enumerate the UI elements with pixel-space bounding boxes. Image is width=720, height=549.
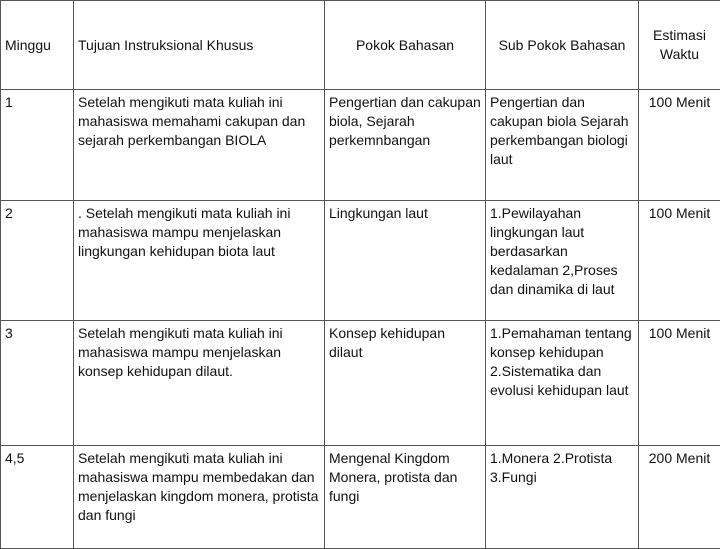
cell-pokok-bahasan: Pengertian dan cakupan biola, Sejarah perkemnbangan xyxy=(325,90,486,201)
table-row xyxy=(1,201,720,321)
cell-minggu: 2 xyxy=(1,201,74,321)
header-estimasi-waktu: Estimasi Waktu xyxy=(639,1,720,90)
table-row xyxy=(1,321,720,446)
cell-pokok-bahasan: Lingkungan laut xyxy=(325,201,486,321)
cell-estimasi-waktu: 100 Menit xyxy=(639,90,720,201)
cell-tujuan: Setelah mengikuti mata kuliah ini mahasiswa mampu membedakan dan menjelaskan kingdom monera, protista dan fungi xyxy=(74,446,325,549)
cell-minggu: 4,5 xyxy=(1,446,74,549)
header-minggu: Minggu xyxy=(1,1,74,90)
cell-sub-pokok-bahasan: 1.Pewilayahan lingkungan laut berdasarkan kedalaman 2,Proses dan dinamika di laut xyxy=(486,201,639,321)
cell-minggu: 1 xyxy=(1,90,74,201)
cell-pokok-bahasan: Konsep kehidupan dilaut xyxy=(325,321,486,446)
cell-tujuan: Setelah mengikuti mata kuliah ini mahasiswa memahami cakupan dan sejarah perkembangan BIOLA xyxy=(74,90,325,201)
cell-tujuan: Setelah mengikuti mata kuliah ini mahasiswa mampu menjelaskan konsep kehidupan dilaut. xyxy=(74,321,325,446)
header-tujuan: Tujuan Instruksional Khusus xyxy=(74,1,325,90)
cell-tujuan: . Setelah mengikuti mata kuliah ini mahasiswa mampu menjelaskan lingkungan kehidupan biota laut xyxy=(74,201,325,321)
table-header-row xyxy=(1,1,720,90)
header-sub-pokok-bahasan: Sub Pokok Bahasan xyxy=(486,1,639,90)
cell-estimasi-waktu: 100 Menit xyxy=(639,321,720,446)
table-row xyxy=(1,446,720,549)
cell-minggu: 3 xyxy=(1,321,74,446)
table-row xyxy=(1,90,720,201)
header-pokok-bahasan: Pokok Bahasan xyxy=(325,1,486,90)
cell-sub-pokok-bahasan: 1.Monera 2.Protista 3.Fungi xyxy=(486,446,639,549)
cell-sub-pokok-bahasan: 1.Pemahaman tentang konsep kehidupan 2.Sistematika dan evolusi kehidupan laut xyxy=(486,321,639,446)
cell-sub-pokok-bahasan: Pengertian dan cakupan biola Sejarah perkembangan biologi laut xyxy=(486,90,639,201)
cell-estimasi-waktu: 200 Menit xyxy=(639,446,720,549)
cell-pokok-bahasan: Mengenal Kingdom Monera, protista dan fungi xyxy=(325,446,486,549)
cell-estimasi-waktu: 100 Menit xyxy=(639,201,720,321)
